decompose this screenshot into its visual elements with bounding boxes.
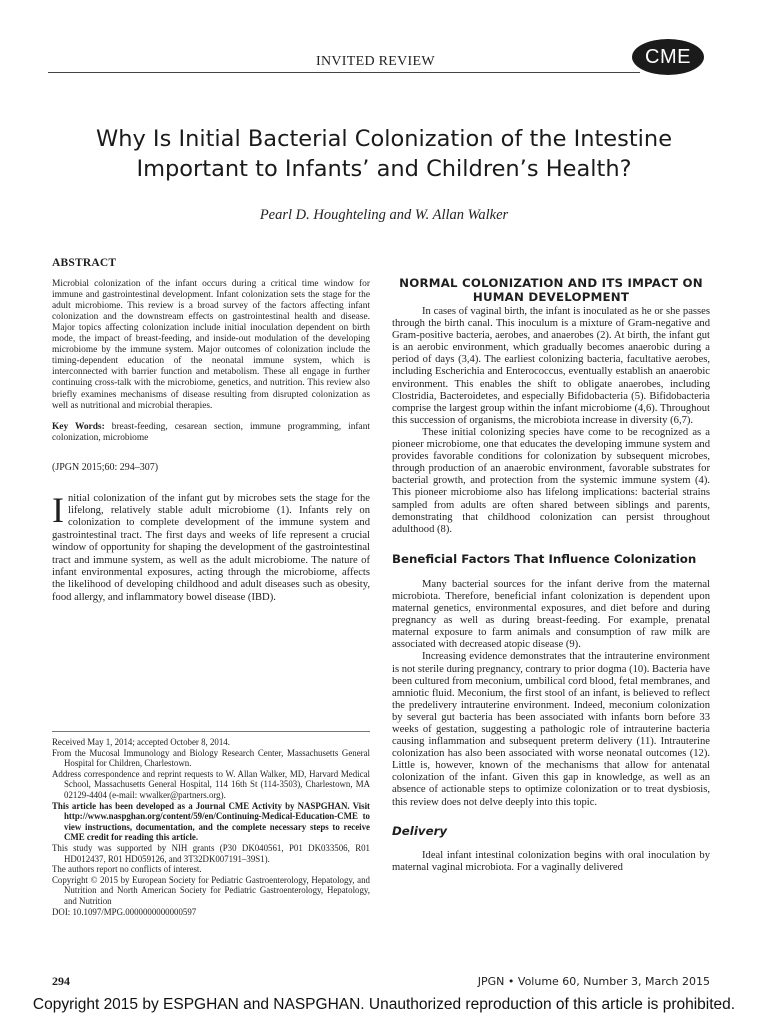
page-number: 294 bbox=[52, 974, 70, 988]
copyright-footer: Copyright 2015 by ESPGHAN and NASPGHAN. Unauthorized reproduction of this article is prohibited. bbox=[32, 996, 736, 1013]
intro-text: nitial colonization of the infant gut by microbes sets the stage for the lifelong, relatively stable adult microbiome (1). Infants rely on colonization to complete development of the immune system and gastrointestinal tract. The first days and weeks of life represent a crucial window of opportunity for shaping the development of the gastrointestinal tract and immune system, as well as the adult microbiome. The nature of infant environmental exposures, acting through the microbiome, affects the likelihood of developing childhood and adult diseases such as obesity, food allergy, and inflammatory bowel disease (IBD). bbox=[52, 492, 370, 603]
right-column bbox=[392, 276, 710, 874]
paragraph-intrauterine: Increasing evidence demonstrates that the intrauterine environment is not sterile during pregnancy, contrary to prior dogma (10). Bacteria have been cultured from meconium, umbilical cord blood, fetal membranes, and amniotic fluid. Meconium, the first stool of an infant, is believed to reflect the predelivery intrauterine environment. Indeed, meconium colonization by several gut bacteria has been associated with infants born before 33 weeks of gestation, suggesting a pathologic role of intrauterine bacteria causing inflammation and subsequent preterm delivery (11). Intrauterine colonization has also been associated with worse neonatal outcomes (12). Little is, however, known of the mechanisms that allow for antenatal colonization of the infant. Given this gap in knowledge, as well as an absence of actionable steps to optimize colonization or to treat dysbiosis, this review does not delve deeply into this topic. bbox=[392, 651, 710, 808]
journal-reference: JPGN • Volume 60, Number 3, March 2015 bbox=[477, 975, 710, 988]
abstract-heading: ABSTRACT bbox=[52, 257, 117, 269]
paragraph-birth-inoculation: In cases of vaginal birth, the infant is inoculated as he or she passes through the birth canal. This inoculum is a mixture of Gram-negative and Gram-positive bacteria, aerobes, and anaerobes (2). At birth, the infant gut is an aerobic environment, which gradually becomes anaerobic during a period of days (3,4). The earliest colonizing bacteria, facultative aerobes, including Escherichia and Enterococcus, eventually establish an anaerobic environment. This enables the shift to obligate anaerobes, including Clostridia, Bacteroidetes, and especially Bifidobacteria (5). Bifidobacteria comprise the largest group within the infant microbiome (4,6). Throughout this succession of organisms, the microbiota increase in diversity (6,7). bbox=[392, 306, 710, 426]
section-heading-line-1: NORMAL COLONIZATION AND ITS IMPACT ON bbox=[399, 276, 703, 290]
keywords-label: Key Words: bbox=[52, 421, 105, 432]
authors: Pearl D. Houghteling and W. Allan Walker bbox=[259, 207, 509, 223]
left-column bbox=[52, 258, 370, 604]
affiliation-note: From the Mucosal Immunology and Biology Research Center, Massachusetts General Hospital for Children, Charlestown. bbox=[52, 747, 370, 769]
copyright-note: Copyright © 2015 by European Society for Pediatric Gastroenterology, Hepatology, and Nutrition and North American Society for Pediatric Gastroenterology, Hepatology, and Nutrition bbox=[52, 874, 370, 906]
keywords bbox=[52, 422, 370, 444]
conflicts-note: The authors report no conflicts of interest. bbox=[52, 864, 202, 875]
header-rule bbox=[48, 72, 640, 73]
doi-note: DOI: 10.1097/MPG.0000000000000597 bbox=[52, 906, 197, 917]
intro-paragraph bbox=[52, 489, 370, 605]
title-line-2: Important to Infants’ and Children’s Health? bbox=[136, 156, 632, 182]
cme-badge: CME bbox=[632, 39, 704, 75]
received-note: Received May 1, 2014; accepted October 8, 2014. bbox=[52, 737, 230, 747]
support-note: This study was supported by NIH grants (P30 DK040561, P01 DK033506, R01 HD012437, R01 HD059126, and 3T32DK007191–39S1). bbox=[52, 842, 370, 864]
article-notes bbox=[52, 737, 370, 917]
paragraph-maternal-microbiota: Many bacterial sources for the infant derive from the maternal microbiota. Therefore, beneficial infant colonization is dependent upon maternal genetics, environmental exposures, and diet before and during pregnancy as well as during breast-feeding. For example, prenatal maternal exposure to farm animals and consumption of raw milk are associated with decreased atopic disease (9). bbox=[392, 578, 710, 651]
citation: (JPGN 2015;60: 294–307) bbox=[52, 461, 159, 473]
keywords-list: breast-feeding, cesarean section, immune programming, infant colonization, microbiome bbox=[52, 421, 370, 443]
section-label: INVITED REVIEW bbox=[316, 54, 435, 69]
section-heading bbox=[392, 276, 710, 304]
article-title bbox=[60, 124, 708, 184]
notes-rule bbox=[52, 731, 370, 732]
subheading-beneficial-factors: Beneficial Factors That Influence Colonization bbox=[392, 551, 697, 566]
subheading-delivery: Delivery bbox=[392, 823, 448, 838]
paragraph-delivery: Ideal infant intestinal colonization begins with oral inoculation by maternal vaginal microbiota. For a vaginally delivered bbox=[392, 849, 710, 873]
abstract-text: Microbial colonization of the infant occurs during a critical time window for immune and gastrointestinal development. Infant colonization sets the stage for the adult microbiome. This review is a broad survey of the factors affecting infant colonization and the downstream effects on gastrointestinal health and disease. Major topics affecting colonization include initial inoculation dependent on birth mode, the impact of breast-feeding, and inside-out modulation of the developing microbiome by the immune system. Major outcomes of colonization include the timing-dependent education of the neonatal immune system, which is interconnected with barrier function and metabolism. These all engage in further continuing cross-talk with the microbiome, genetics, and nutrition. This review also briefly examines mechanisms of disease resulting from disrupted colonization as well as nutritional and microbial therapies. bbox=[52, 278, 370, 411]
drop-cap: I bbox=[52, 489, 64, 530]
section-heading-line-2: HUMAN DEVELOPMENT bbox=[472, 290, 630, 304]
cme-note: This article has been developed as a Journal CME Activity by NASPGHAN. Visit http://www.naspghan.org/content/59/en/Continuing-Medical-Education-CME to view instructions, documentation, and the complete necessary steps to receive CME credit for reading this article. bbox=[52, 800, 370, 843]
paragraph-pioneer-microbiome: These initial colonizing species have come to be recognized as a pioneer microbiome, one that educates the developing immune system and provides favorable conditions for colonization by subsequent microbes, through production of an anaerobic environment, favorable substrates for bacterial growth, and protection from the systemic immune system (4). This pioneer microbiome also has lifelong implications: bacterial strains sampled from adults are often shared between siblings and parents, demonstrating that childhood colonization can persist throughout adulthood (8). bbox=[392, 426, 710, 535]
correspondence-note: Address correspondence and reprint requests to W. Allan Walker, MD, Harvard Medical School, Massachusetts General Hospital, 114 16th St (114-3503), Charlestown, MA 02129-4404 (e-mail: wwalker@partners.org). bbox=[52, 768, 370, 800]
title-line-1: Why Is Initial Bacterial Colonization of the Intestine bbox=[95, 126, 673, 152]
